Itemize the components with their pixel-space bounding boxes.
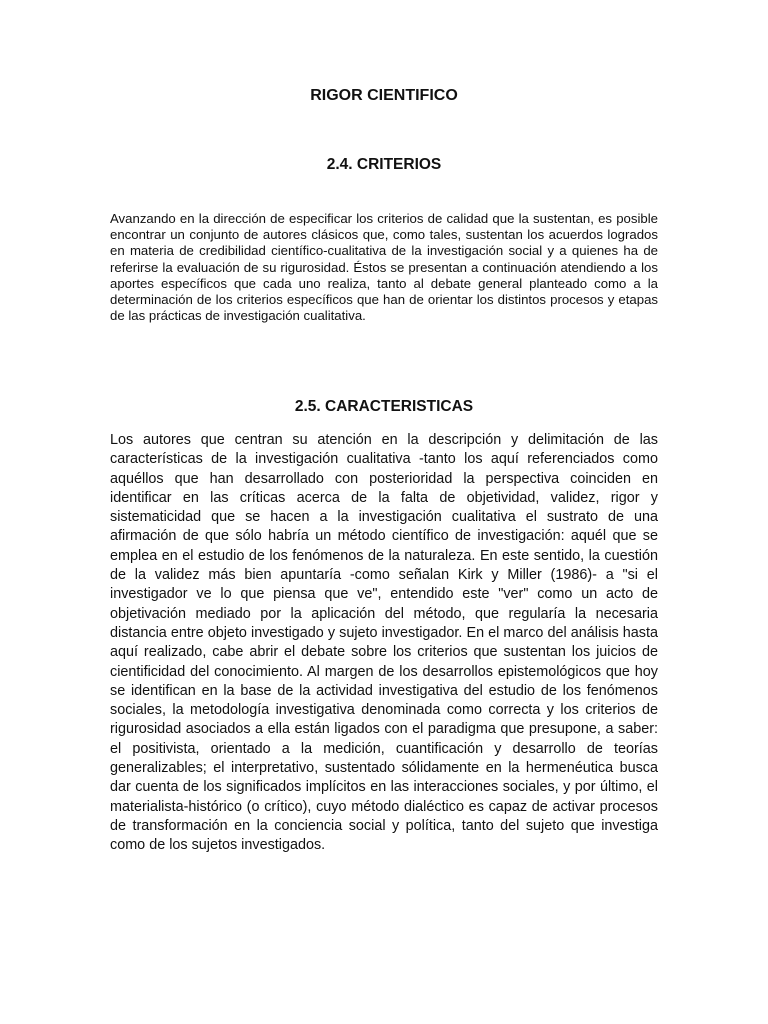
section-heading-criterios: 2.4. CRITERIOS [326,156,442,173]
section-paragraph-criterios: Avanzando en la dirección de especificar los criterios de calidad que la sustentan, es posible encontrar un conjunto de autores clásicos que, como tales, sustentan los acuerdos logrados en materia de credibilidad científico-cualitativa de la investigación social y a quienes ha de referirse la evaluación de su rigurosidad. Éstos se presentan a continuación atendiendo a los aportes específicos que cada uno realiza, tanto al debate general planteado como a la determinación de los criterios específicos que han de orientar los distintos procesos y etapas de las prácticas de investigación cualitativa. [110,211,658,324]
section-heading-caracteristicas: 2.5. CARACTERISTICAS [294,398,474,415]
document-title: RIGOR CIENTIFICO [310,87,458,104]
section-paragraph-caracteristicas: Los autores que centran su atención en la descripción y delimitación de las características de la investigación cualitativa -tanto los aquí referenciados como aquéllos que han desarrollado con posterioridad la perspectiva coinciden en identificar en las críticas acerca de la falta de objetividad, validez, rigor y sistematicidad que se hacen a la investigación cualitativa el sustrato de una afirmación de que sólo habría un método científico de investigación: aquél que se emplea en el estudio de los fenómenos de la naturaleza. En este sentido, la cuestión de la validez más bien apuntaría -como señalan Kirk y Miller (1986)- a "si el investigador ve lo que piensa que ve", entendido este "ver" como un acto de objetivación mediado por la aplicación del método, que regularía la necesaria distancia entre objeto investigado y sujeto investigador. En el marco del análisis hasta aquí realizado, cabe abrir el debate sobre los criterios que sustentan los juicios de cientificidad del conocimiento. Al margen de los desarrollos epistemológicos que hoy se identifican en la base de la actividad investigativa del estudio de los fenómenos sociales, la metodología investigativa denominada como correcta y los criterios de rigurosidad asociados a ella están ligados con el paradigma que presupone, a saber: el positivista, orientado a la medición, cuantificación y desarrollo de teorías generalizables; el interpretativo, sustentado sólidamente en la hermenéutica busca dar cuenta de los significados implícitos en las interacciones sociales, y por último, el materialista-histórico (o crítico), cuyo método dialéctico es capaz de activar procesos de transformación en la conciencia social y política, tanto del sujeto que investiga como de los sujetos investigados. [110,432,658,854]
